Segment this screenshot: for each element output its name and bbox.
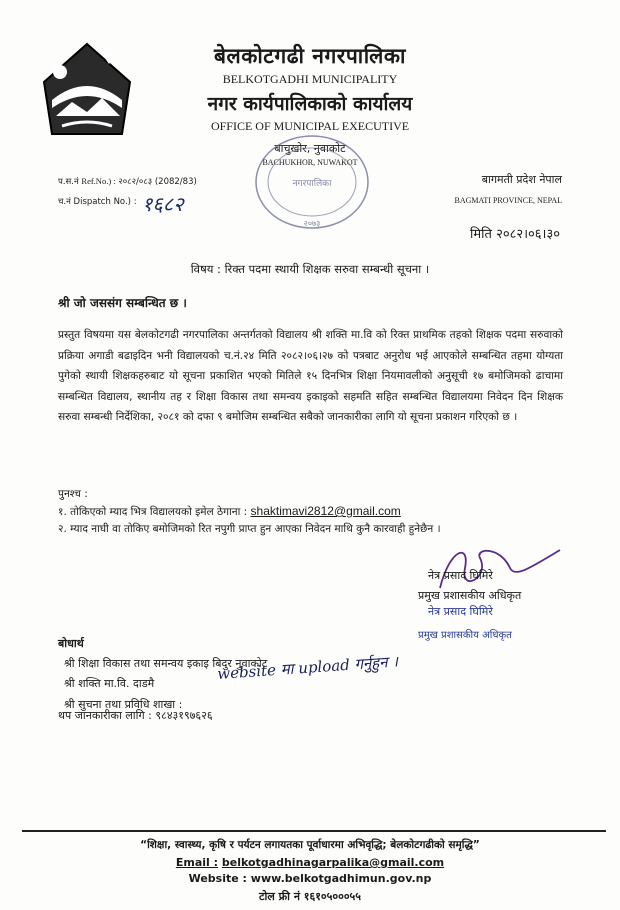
ref-label-nepali: प.स.नं: [58, 177, 79, 187]
contact-info: थप जानकारीका लागि : ९८४३१९७६२६: [58, 709, 213, 722]
dispatch-number-label: [58, 196, 137, 207]
dispatch-label-nepali: च.नं: [58, 197, 71, 207]
salutation: श्री जो जससंग सम्बन्धित छ ।: [58, 296, 187, 310]
office-title-nepali: नगर कार्यपालिकाको कार्यालय: [207, 93, 413, 115]
reference-number: [58, 176, 197, 187]
postscript-item-2: २. म्याद नाघी वा तोकिए बमोजिमको रित नपुगी प्राप्त हुन आएका निवेदन माथि कुनै कारवाही हुनेछैन ।: [58, 523, 441, 535]
footer-website-label: Website :: [188, 872, 247, 885]
handwritten-note: website मा upload गर्नुहुन ।: [216, 652, 399, 684]
stamp-signatory-title: प्रमुख प्रशासकीय अधिकृत: [418, 630, 512, 641]
location-english: BACHUKHOR, NUWAKOT: [262, 158, 358, 167]
school-email-link[interactable]: shaktimavi2812@gmail.com: [250, 504, 401, 518]
footer-email-link[interactable]: belkotgadhinagarpalika@gmail.com: [221, 856, 445, 869]
date: [470, 224, 560, 242]
stamp-signatory-name: नेत्र प्रसाद घिमिरे: [428, 605, 493, 618]
province-english: BAGMATI PROVINCE, NEPAL: [454, 196, 562, 205]
cc-recipient: श्री सुचना तथा प्रविधि शाखा :: [64, 698, 183, 711]
footer-divider: [22, 830, 606, 832]
province-nepali: बागमती प्रदेश नेपाल: [481, 173, 562, 186]
postscript-item-1: [58, 502, 558, 522]
footer-slogan: “शिक्षा, स्वास्थ्य, कृषि र पर्यटन लगायतका पूर्वाधारमा अभिवृद्धि; बेलकोटगढीको समृद्धि”: [140, 839, 480, 851]
svg-text:२०७३: २०७३: [303, 219, 321, 228]
office-seal-stamp: [248, 128, 376, 234]
date-label: मिति: [470, 227, 492, 242]
postscript-title: पुनश्च :: [58, 488, 88, 500]
footer-email: [0, 856, 620, 869]
dispatch-number-handwritten: १६८२: [142, 194, 184, 216]
footer-email-label: Email :: [175, 856, 219, 869]
cc-recipient: श्री शक्ति मा.वि. दाडमै: [64, 677, 155, 690]
date-value: २०८२।०६।३०: [496, 227, 560, 242]
footer-website-link[interactable]: www.belkotgadhimun.gov.np: [250, 872, 432, 885]
ref-label-english: Ref.No.) :: [81, 176, 116, 186]
signatory-name: नेत्र प्रसाद घिमिरे: [428, 569, 493, 582]
dispatch-label-english: Dispatch No.) :: [73, 197, 137, 207]
notice-body: प्रस्तुत विषयमा यस बेलकोटगढी नगरपालिका अन्तर्गतको विद्यालय श्री शक्ति मा.वि को रिक्त प्राथमिक तहको शिक्षक पदमा सरुवाको प्रक्रिया अगाडी बढाइदिन भनी विद्यालयको च.नं.२४ मिति २०८२।०६।२७ को पत्रबाट अनुरोध भई आएकोले सम्बन्धित तहमा योग्यता पुगेको स्थायी शिक्षकहरुबाट यो सूचना प्रकाशित भएको मितिले १५ दिनभित्र शिक्षा नियमावलीको अनुसूची १७ बमोजिमको ढाचामा सम्बन्धित विद्यालय, स्थानीय तह र शिक्षा विकास तथा समन्वय इकाइको सहमति सहित सम्बन्धित विद्यालयमा निवेदन दिन शिक्षक सरुवा सम्बन्धी निर्देशिका, २०८१ को दफा ९ बमोजिम सम्बन्धित सबैको जानकारीका लागि यो सूचना प्रकाशन गरिएको छ ।: [58, 329, 563, 423]
office-title-english: OFFICE OF MUNICIPAL EXECUTIVE: [210, 119, 410, 133]
footer-toll-free: टोल फ्री नं १६१०५०००५५: [259, 890, 361, 903]
bodharth-title: बोधार्थ: [58, 637, 84, 650]
footer-website: [0, 872, 620, 885]
svg-text:नगरपालिका: नगरपालिका: [292, 179, 332, 189]
municipality-title-english: BELKOTGADHI MUNICIPALITY: [222, 72, 398, 86]
signatory-title: प्रमुख प्रशासकीय अधिकृत: [418, 589, 522, 602]
cc-recipient: श्री शिक्षा विकास तथा समन्वय इकाइ बिदुर नुवाकोट: [64, 657, 268, 670]
postscript-item-1-text: १. तोकिएको म्याद भित्र विद्यालयको इमेल ठेगाना :: [58, 506, 248, 518]
municipality-title-nepali: बेलकोटगढी नगरपालिका: [214, 44, 406, 68]
location-nepali: बाचुखोर, नुवाकोट: [274, 142, 346, 155]
ref-value: २०८२/०८३ (2082/83): [118, 177, 197, 187]
subject-line: विषय : रिक्त पदमा स्थायी शिक्षक सरुवा सम्बन्धी सूचना ।: [190, 262, 430, 276]
